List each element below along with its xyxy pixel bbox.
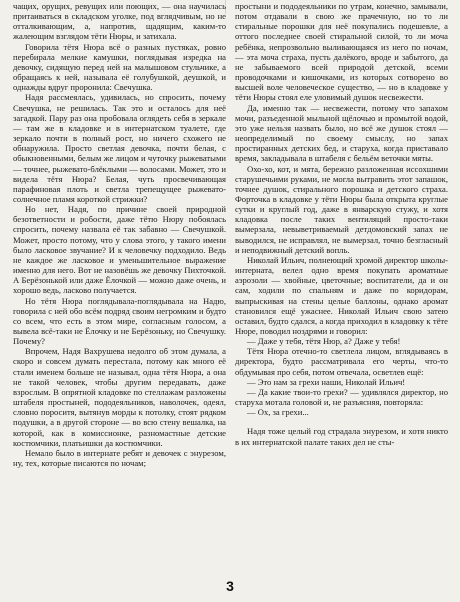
dialogue-line: — Ох, за грехи...: [247, 407, 309, 418]
paragraph: Да, именно так — несвежести, потому что запахом мочи, разъеденной мыльной щёлочью и промытой водой, это уже нельзя назвать было, но всё же душок стоял — неопределимый по своему смыслу, но запах простиранных детских бед, и старуха, когда приставало время, закладывала в штабеля с бельём веточки мяты.: [235, 102, 448, 164]
paragraph: простыни и пододеяльники по утрам, конечно, замывали, потом отдавали в свою же прачечную, но то ли стиральные порошки для неё покупались подешевле, а оттого последнее своей стиральной силой, то ли моча ребёнка, непрозвольно выливающаяся из него по ночам, — эта моча страха, пусть далёкого, вроде и забытого, да не забываемого всей природой детской, всеми проводочками и кишочками, из которых сотворено во высшей воле человеческое существо, — но в кладовке у тёти Нюры стоял еле уловимый душок несвежести.: [235, 1, 448, 103]
paragraph: Николай Ильич, полнеющий хромой директор школы-интерната, велел одно время покупать ароматные аэрозоли — хвойные, цветочные; воспитатели, да и он сам, ходили по спальням и даже по коридорам, выпрыскивая на стены целые баллоны, однако аромат становился ещё ужаснее. Николай Ильич свою затею оставил, будто сдался, а когда приходил в кладовку к тёте Нюре, поводил ноздрями и говорил:: [235, 254, 448, 336]
paragraph: Но тётя Нюра поглядывала-поглядывала на Надю, говорила с ней обо всём подряд своим негромким и будто со всем, что есть в этом мире, согласным голосом, а вывела всё-таки не Ёлочку и не Берёзоньку, но Свечушку. Почему?: [13, 295, 226, 347]
paragraph: Впрочем, Надя Вахрушева недолго об этом думала, а скоро и совсем думать перестала, потому как много её стали именем больше не называл, одна тётя Нюра, а она не такой человек, чтобы другим передавать, даже взрослым. В опрятной кладовке по стеллажам разложены штабеля простыней, пододеяльников, наволочек, одеял, словно пороситя, вытянув морды к потолку, стоят рядком подушки, а в другой стороне — во всю стену вешалка, на которой, как в комиссионке, разномастные детские костюмчики, платьишки да костюмчики.: [13, 346, 226, 448]
paragraph: Тётя Нюра отечно-то светлела лицом, вглядываясь в директора, будто рассматривала его черты, что-то обдумывая про себя, потом отвечала, осветлев ещё:: [235, 346, 448, 377]
left-column: [13, 1, 226, 602]
dialogue-line: — Это нам за грехи наши, Николай Ильич!: [247, 376, 406, 387]
right-column: [235, 1, 448, 602]
paragraph: Немало было в интернате ребят и девочек с энурезом, ну, тех, которые писаются по ночам;: [13, 447, 226, 469]
page-number: 3: [226, 578, 234, 594]
paragraph: Надя рассмеялась, удивилась, но спросить, почему Свечушка, не решилась. Так это и осталось для неё загадкой. Пару раз она пробовала оглядеть себя в зеркале — там же в кладовке и в интернатском туалете, где зеркало почти в полный рост, но ничего схожего не обнаружила. Просто светлая девочка, почти белая, с обыкновенными, белым же лицом и чуточку рыжеватыми — точнее, рыжевато-блёклыми — волосами. Может, это и видела тётя Нюра? Белая, чуть просвечивающая парафиновая плоть и светла трепещущее рыжевато-солнечное пламя короткой стрижки?: [13, 92, 226, 204]
paragraph: чащих, орущих, ревущих или поющих, — она научилась притаиваться в складском уголке, под вглядчивым, но не отталкивающим, а, напротив, щадящим, каким-то жалеющим взглядом тёти Нюры, и затихала.: [13, 1, 226, 42]
paragraph: Но нет, Надя, по причине своей природной безответности и робости, даже тётю Нюру побоялась спросить, почему назвала её так забавно — Свечушкой. Может, просто потому, что у слова этого, у такого имени было ласковое звучание? И к человечку подходило. Ведь не каждое же ласковое и уменьшительное выражение именно для него. Вот не назовёшь же девочку Пихточкой. А Берёзонькой или даже Ёлочкой — можно даже очень, и хорошо ведь, ласково получается.: [13, 204, 226, 296]
paragraph: Охо-хо, кот, и мята, бережно разложенная иссохшими старушечьими руками, не могла вытравить этот запашок, точнее душок, стирального порошка и детского страха. Форточка в кладовке у тёти Нюры была открыта круглые сутки и круглый год, даже в январскую стужу, и хотя кладовка после таких вентиляций просто-таки вымерзала, невыветриваемый детдомовский запах не выводился, не исправлял, не вымерзал, точно безгласный и неподвижный детский вопль.: [235, 163, 448, 255]
paragraph: Надя тоже целый год страдала энурезом, и хотя никто в их интернатской палате таких дел не сты-: [235, 426, 448, 447]
dialogue-line: — Да какие твои-то грехи? — удивлялся директор, но старуха мотала головой и, не разъясняя, повторяла:: [235, 386, 448, 408]
dialogue-line: — Даже у тебя, тётя Нюр, а? Даже у тебя!: [247, 336, 401, 347]
paragraph: Говорила тётя Нюра всё о разных пустяках, ровно перебирала мелкие камушки, поглядывая изредка на девочку, сидящую перед ней на малышовом стульчике, а обращаясь к ней, называла её голубушкой, деушкой, и однажды вдруг проронила: Свечушка.: [13, 41, 226, 93]
